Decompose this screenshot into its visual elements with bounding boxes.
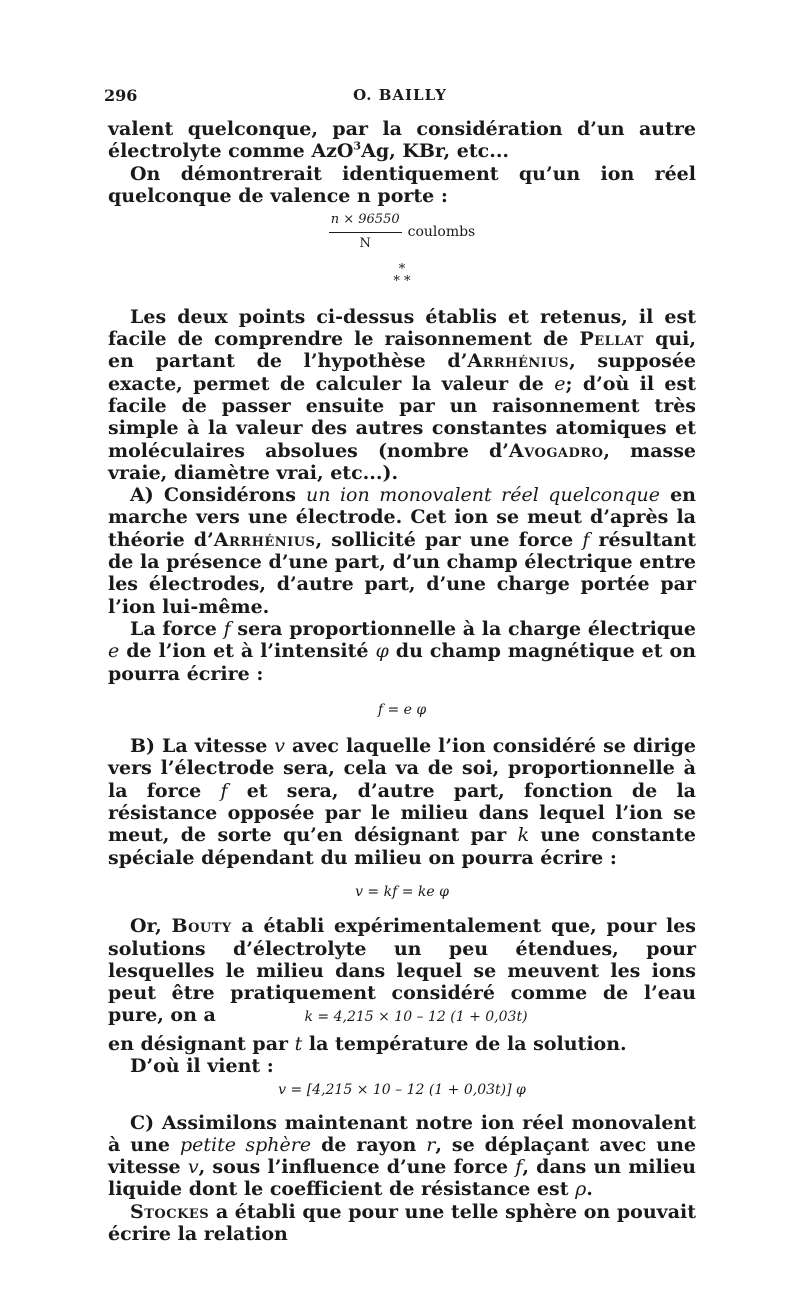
variable: r xyxy=(426,1133,436,1156)
fraction xyxy=(329,209,402,256)
author-name: Avogadro xyxy=(508,439,604,462)
variable: f xyxy=(582,528,590,551)
text: sera proportionnelle à la charge électrique xyxy=(230,617,696,640)
fraction-numerator: n × 96550 xyxy=(329,209,402,233)
variable: v xyxy=(274,735,285,758)
formula-velocity-numeric: v = [4,215 × 10 – 12 (1 + 0,03t)] φ xyxy=(278,1082,526,1099)
text: du champ magnétique et on pourra écrire : xyxy=(108,640,696,685)
text: , dans un milieu liquide dont le coefficient de résistance est xyxy=(108,1156,696,1201)
fraction-denominator: N xyxy=(359,236,371,252)
variable: φ xyxy=(375,640,389,663)
text: de rayon xyxy=(311,1133,427,1156)
italic-text: un ion monovalent réel quelconque xyxy=(306,484,660,507)
text: , masse vraie, diamètre vrai, etc...). xyxy=(108,439,696,484)
author-name: Arrhénius xyxy=(213,528,316,551)
text: a établi que pour une telle sphère on pouvait écrire la relation xyxy=(108,1200,696,1246)
text: , se déplaçant avec une vitesse xyxy=(108,1133,696,1179)
paragraph-b xyxy=(108,735,696,869)
author-name: Bouty xyxy=(171,915,232,938)
author-name: Pellat xyxy=(579,328,644,351)
page-body xyxy=(108,118,696,1245)
text: valent quelconque, par la considération d’un autre électrolyte comme xyxy=(108,118,696,163)
text: a établi expérimentalement que, pour les solutions d’électrolyte un peu étendues, pour lesquelles le milieu dans lequel se meuvent les ions peut être pratiquement considéré comme de l’eau pure, on a xyxy=(108,915,696,1027)
formula-unit: coulombs xyxy=(407,224,476,241)
paragraph-temperature xyxy=(108,1033,696,1055)
text: , sollicité par une force xyxy=(315,528,583,551)
formula-coulombs xyxy=(108,209,696,256)
text: qui, en partant de l’hypothèse d’ xyxy=(108,328,696,373)
superscript: 3 xyxy=(353,139,362,153)
variable: e xyxy=(108,640,120,663)
italic-text: petite sphère xyxy=(179,1133,312,1156)
text: La force xyxy=(130,617,224,640)
paragraph-c xyxy=(108,1112,696,1201)
text: , supposée exacte, permet de calculer la valeur de xyxy=(108,350,696,395)
text: une constante spéciale dépendant du milieu on pourra écrire : xyxy=(108,824,697,869)
text: en désignant par xyxy=(108,1032,295,1055)
author-name: Stockes xyxy=(130,1200,210,1223)
separator-star-top: * xyxy=(398,261,406,277)
variable: e xyxy=(554,372,566,395)
text: B) La vitesse xyxy=(130,735,275,758)
variable: f xyxy=(223,617,231,640)
formula-k: k = 4,215 × 10 – 12 (1 + 0,03t) xyxy=(304,1009,528,1026)
formula-velocity: v = kf = ke φ xyxy=(355,883,449,900)
text: . xyxy=(586,1178,593,1201)
text: avec laquelle l’ion considéré se dirige vers l’électrode sera, cela va de soi, proportionnelle à la force xyxy=(108,735,696,802)
running-head: O. BAILLY xyxy=(353,86,447,104)
paragraph-stockes xyxy=(108,1201,696,1246)
section-separator xyxy=(108,261,696,289)
page-number: 296 xyxy=(104,86,138,105)
text: C) Assimilons maintenant notre ion réel monovalent à une xyxy=(108,1111,696,1156)
paragraph-valence: On démontrerait identiquement qu’un ion réel quelconque de valence n porte : xyxy=(108,162,696,207)
author-name: Arrhénius xyxy=(467,350,570,373)
text: Les deux points ci-dessus établis et retenus, il est facile de comprendre le raisonnement de xyxy=(108,305,696,351)
paragraph-dou: D’où il vient : xyxy=(130,1054,274,1077)
text: AzO xyxy=(311,140,354,163)
formula-force: f = e φ xyxy=(377,701,427,718)
paragraph-force xyxy=(108,618,696,685)
text: , sous l’influence d’une force xyxy=(198,1156,516,1179)
text: Ag, KBr, etc... xyxy=(361,140,510,163)
variable: f xyxy=(220,779,228,802)
text: ; d’où il est facile de passer ensuite par un raisonnement très simple à la valeur des autres constantes atomiques et moléculaires absolues (nombre d’ xyxy=(108,372,696,462)
variable: f xyxy=(515,1156,523,1179)
paragraph-continuation xyxy=(108,118,696,163)
variable: k xyxy=(517,824,530,847)
text: la température de la solution. xyxy=(302,1032,627,1055)
variable: t xyxy=(294,1032,303,1055)
text: de l’ion et à l’intensité xyxy=(119,640,376,663)
separator-stars-bottom: * * xyxy=(393,273,411,289)
variable: ρ xyxy=(575,1178,587,1201)
text: et sera, d’autre part, fonction de la résistance opposée par le milieu dans lequel l’ion se meut, de sorte qu’en désignant par xyxy=(108,779,696,847)
variable: v xyxy=(187,1156,199,1179)
paragraph-bouty xyxy=(108,915,696,1028)
paragraph-pellat xyxy=(108,306,696,484)
paragraph-a xyxy=(108,484,696,618)
text: A) Considérons xyxy=(130,484,306,507)
text: en marche vers une électrode. Cet ion se meut d’après la théorie d’ xyxy=(108,484,696,551)
text: Or, xyxy=(130,915,172,938)
text: résultant de la présence d’une part, d’un champ électrique entre les électrodes, d’autre part, d’une charge portée par l’ion lui-même. xyxy=(108,528,697,618)
page-header xyxy=(0,86,800,110)
